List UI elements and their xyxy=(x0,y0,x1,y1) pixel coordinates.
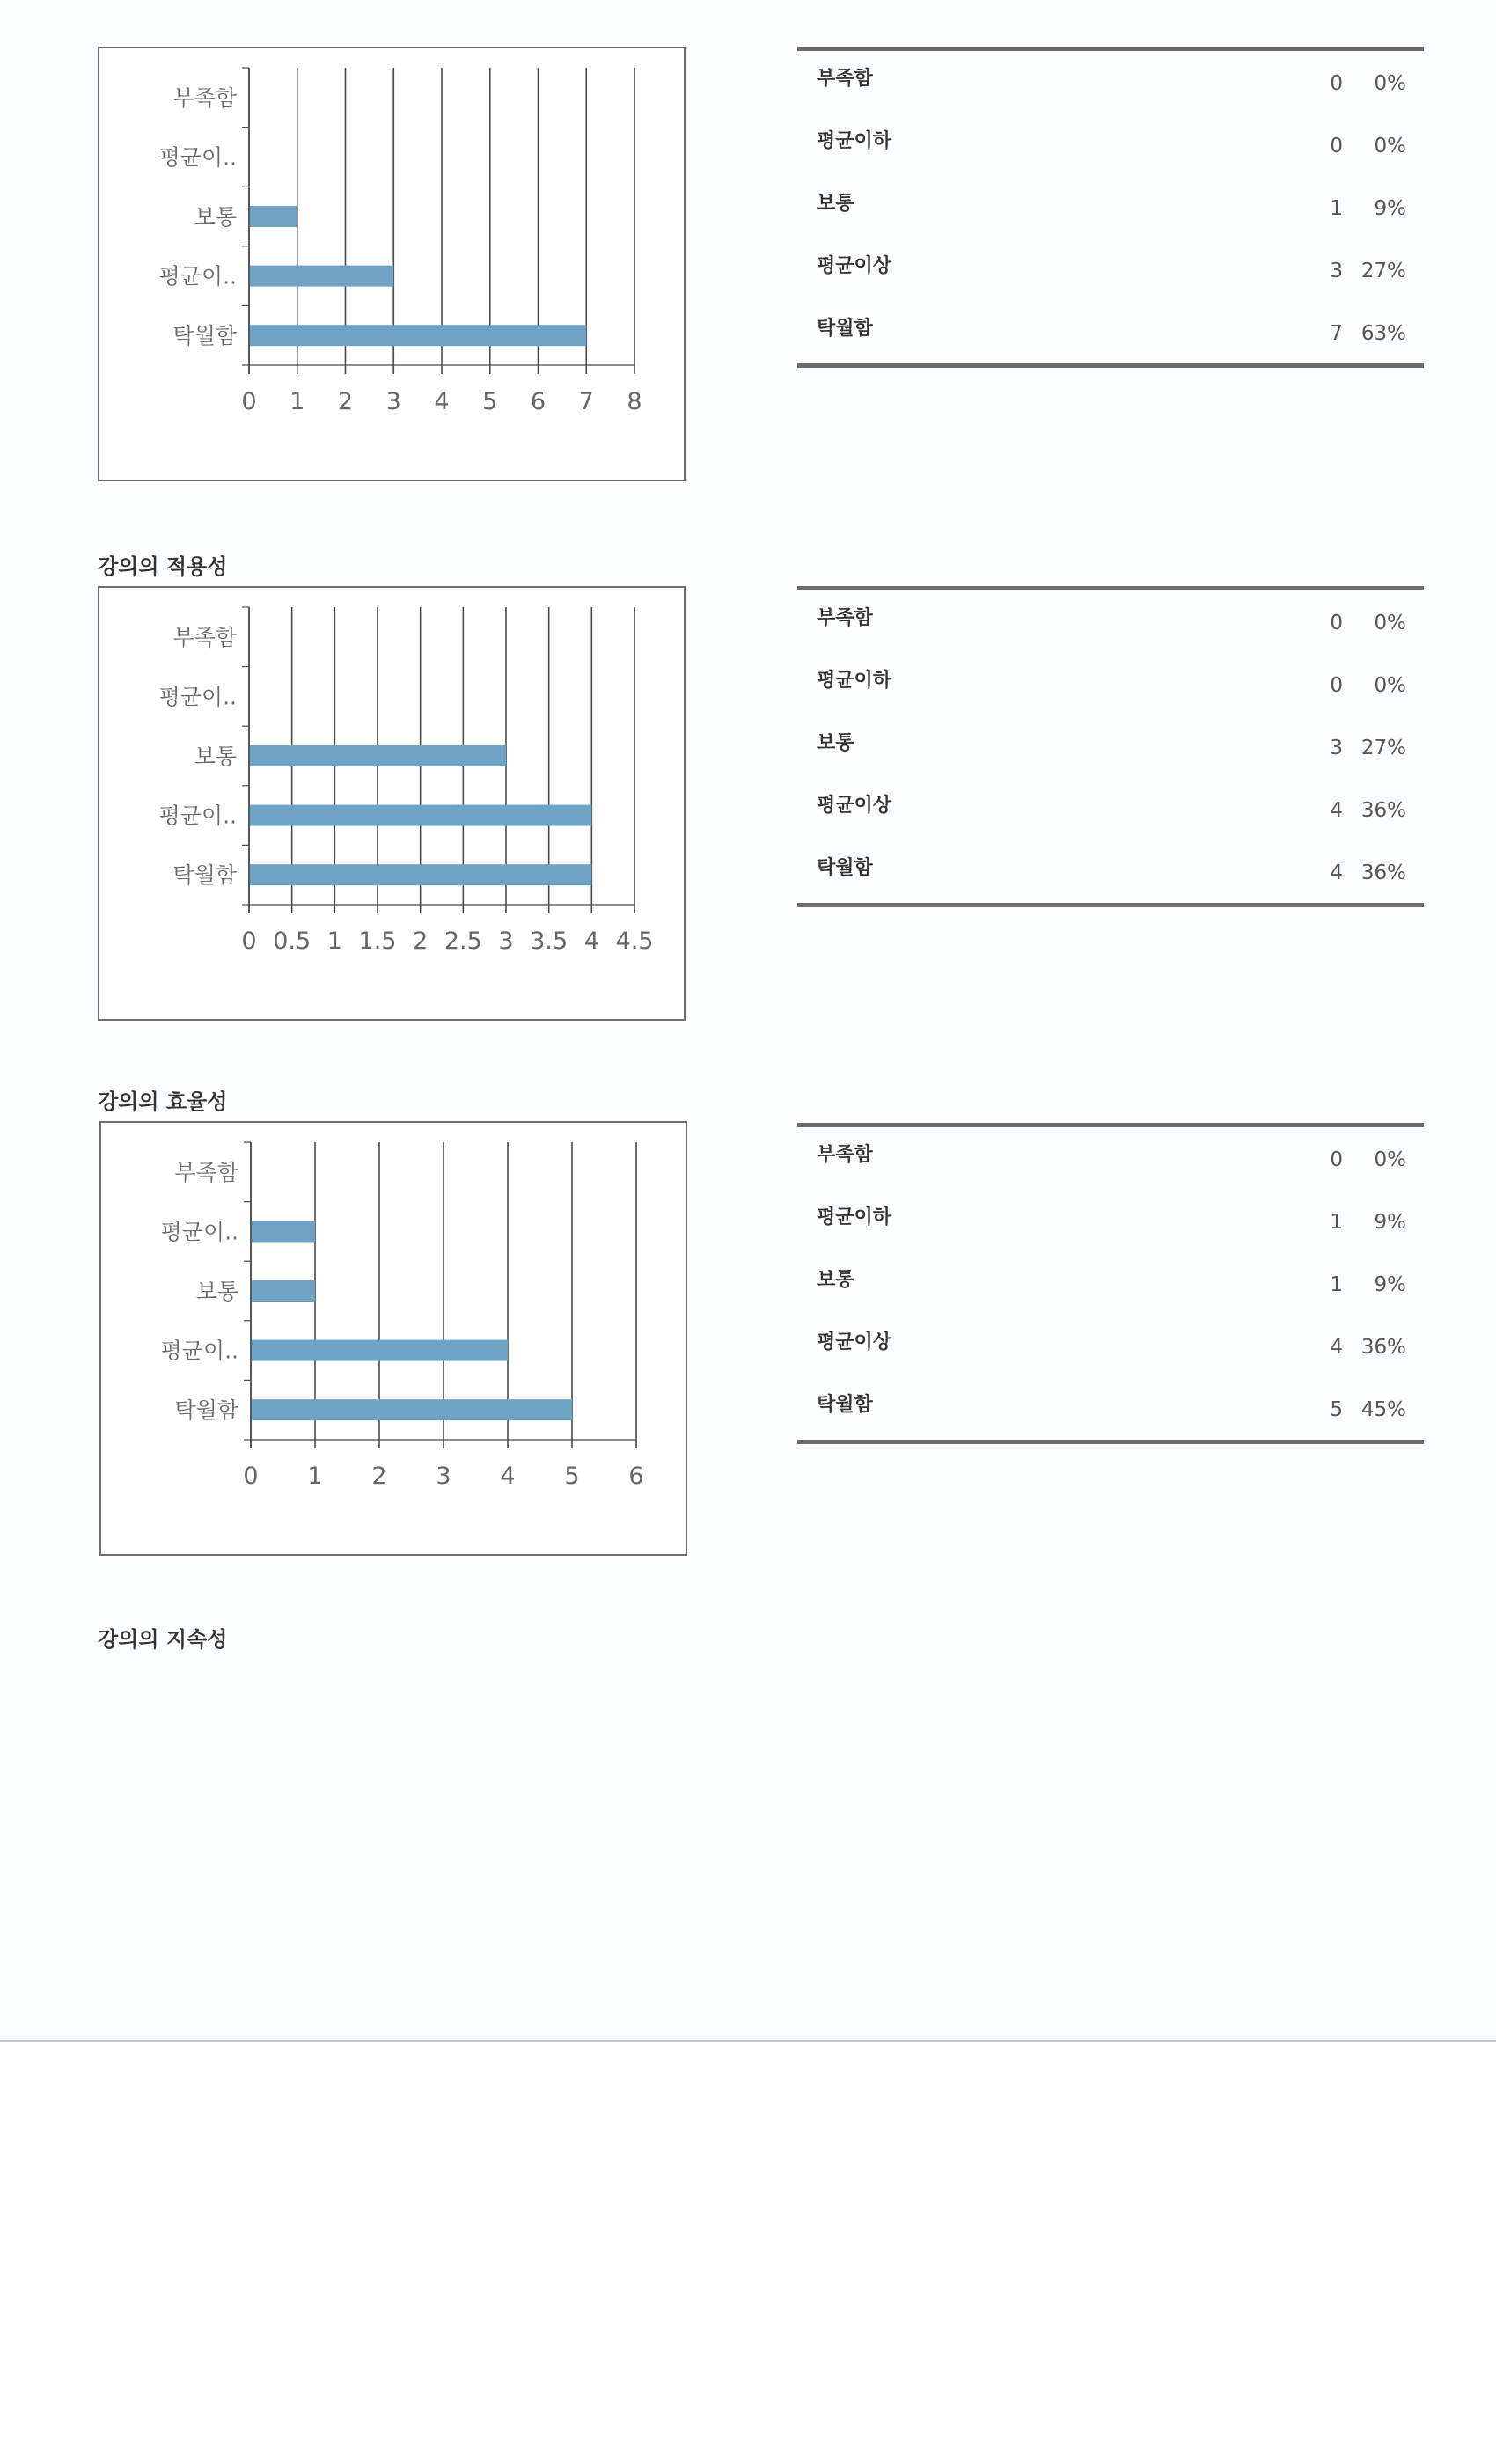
category-label: 보통 xyxy=(194,744,237,769)
tick-label: 2 xyxy=(413,928,429,955)
table-row xyxy=(797,840,1424,903)
row-percent: 0% xyxy=(1374,135,1406,158)
tick-label: 7 xyxy=(578,388,594,415)
table-row xyxy=(797,1377,1424,1440)
section-title: 강의의 지속성 xyxy=(98,1627,228,1652)
bar xyxy=(251,1221,315,1242)
category-label: 탁월함 xyxy=(174,1397,238,1424)
row-count: 7 xyxy=(1330,322,1343,345)
row-label: 평균이하 xyxy=(817,130,892,152)
row-label: 탁월함 xyxy=(817,318,873,340)
table-row xyxy=(797,114,1424,176)
row-count: 4 xyxy=(1330,1336,1343,1359)
table-row xyxy=(797,1315,1424,1377)
chart-1 xyxy=(98,47,686,481)
bar xyxy=(251,1340,508,1361)
category-label: 평균이.. xyxy=(158,684,237,710)
category-label: 평균이.. xyxy=(158,144,237,171)
row-label: 부족함 xyxy=(817,607,873,629)
row-count: 0 xyxy=(1330,135,1343,158)
row-count: 1 xyxy=(1330,197,1343,220)
category-label: 탁월함 xyxy=(172,862,237,889)
table-row xyxy=(797,238,1424,301)
bar xyxy=(249,325,586,346)
tick-label: 3 xyxy=(436,1463,451,1490)
row-label: 평균이하 xyxy=(817,670,892,692)
section-title: 강의의 효율성 xyxy=(98,1089,228,1114)
table-row xyxy=(797,51,1424,114)
row-percent: 45% xyxy=(1360,1398,1406,1421)
row-count: 1 xyxy=(1330,1211,1343,1234)
category-label: 보통 xyxy=(194,204,237,230)
row-count: 4 xyxy=(1330,799,1343,822)
chart-1-plot xyxy=(99,48,687,483)
row-percent: 0% xyxy=(1374,612,1406,634)
category-label: 탁월함 xyxy=(172,323,237,349)
row-label: 탁월함 xyxy=(817,857,873,879)
row-percent: 0% xyxy=(1374,674,1406,697)
table-3 xyxy=(797,1123,1424,1444)
tick-label: 2.5 xyxy=(444,928,482,955)
table-row xyxy=(797,715,1424,778)
table-row xyxy=(797,778,1424,840)
tick-label: 0.5 xyxy=(273,928,312,955)
bar xyxy=(249,266,393,287)
chart-2 xyxy=(98,586,686,1021)
tick-label: 2 xyxy=(337,388,354,415)
tick-label: 3.5 xyxy=(530,928,568,955)
table-2 xyxy=(797,586,1424,907)
tick-label: 6 xyxy=(530,388,546,415)
category-label: 평균이.. xyxy=(160,1219,238,1245)
row-label: 평균이하 xyxy=(817,1206,892,1228)
tick-label: 1 xyxy=(307,1463,323,1490)
row-percent: 27% xyxy=(1360,737,1406,759)
row-percent: 36% xyxy=(1360,799,1406,822)
table-row xyxy=(797,1190,1424,1252)
category-label: 부족함 xyxy=(174,1159,238,1185)
row-label: 평균이상 xyxy=(817,255,892,277)
tick-label: 8 xyxy=(627,388,642,415)
row-label: 보통 xyxy=(817,1269,854,1291)
chart-3 xyxy=(99,1121,687,1556)
category-label: 부족함 xyxy=(172,84,237,111)
row-label: 탁월함 xyxy=(817,1394,873,1416)
tick-label: 4.5 xyxy=(615,928,654,955)
tick-label: 4 xyxy=(583,928,599,955)
tick-label: 4 xyxy=(500,1463,516,1490)
table-row xyxy=(797,653,1424,715)
category-label: 보통 xyxy=(195,1279,238,1304)
tick-label: 0 xyxy=(243,1463,259,1490)
row-count: 1 xyxy=(1330,1273,1343,1296)
row-count: 3 xyxy=(1330,737,1343,759)
chart-2-plot xyxy=(99,588,687,1023)
tick-label: 5 xyxy=(482,388,498,415)
bar xyxy=(251,1399,572,1420)
row-label: 보통 xyxy=(817,732,854,754)
bar xyxy=(249,745,506,766)
row-percent: 0% xyxy=(1374,1148,1406,1171)
table-row xyxy=(797,301,1424,363)
tick-label: 5 xyxy=(564,1463,580,1490)
bar xyxy=(249,206,297,227)
table-1 xyxy=(797,47,1424,368)
row-label: 보통 xyxy=(817,193,854,215)
bar xyxy=(249,805,591,826)
row-count: 3 xyxy=(1330,260,1343,282)
tick-label: 2 xyxy=(371,1463,387,1490)
bar xyxy=(249,864,591,885)
section-title: 강의의 적용성 xyxy=(98,554,228,579)
row-percent: 0% xyxy=(1374,72,1406,95)
table-row xyxy=(797,1127,1424,1190)
tick-label: 0 xyxy=(241,928,257,955)
row-count: 0 xyxy=(1330,674,1343,697)
row-percent: 27% xyxy=(1360,260,1406,282)
category-label: 부족함 xyxy=(172,624,237,650)
category-label: 평균이.. xyxy=(160,1338,238,1364)
tick-label: 1.5 xyxy=(358,928,397,955)
chart-3-plot xyxy=(101,1123,689,1558)
tick-label: 0 xyxy=(241,388,257,415)
category-label: 평균이.. xyxy=(158,803,237,829)
tick-label: 4 xyxy=(434,388,450,415)
table-row xyxy=(797,590,1424,653)
category-label: 평균이.. xyxy=(158,263,237,290)
row-percent: 63% xyxy=(1360,322,1406,345)
row-label: 평균이상 xyxy=(817,795,892,817)
row-percent: 9% xyxy=(1374,1273,1406,1296)
table-row xyxy=(797,1252,1424,1315)
row-percent: 9% xyxy=(1374,197,1406,220)
row-label: 부족함 xyxy=(817,68,873,90)
bar xyxy=(251,1280,315,1302)
row-label: 부족함 xyxy=(817,1144,873,1166)
tick-label: 1 xyxy=(326,928,342,955)
row-percent: 9% xyxy=(1374,1211,1406,1234)
tick-label: 3 xyxy=(385,388,401,415)
tick-label: 3 xyxy=(498,928,514,955)
row-percent: 36% xyxy=(1360,1336,1406,1359)
tick-label: 1 xyxy=(290,388,305,415)
row-label: 평균이상 xyxy=(817,1331,892,1353)
row-count: 0 xyxy=(1330,612,1343,634)
row-count: 4 xyxy=(1330,862,1343,884)
row-percent: 36% xyxy=(1360,862,1406,884)
table-row xyxy=(797,176,1424,238)
tick-label: 6 xyxy=(628,1463,644,1490)
row-count: 5 xyxy=(1330,1398,1343,1421)
row-count: 0 xyxy=(1330,72,1343,95)
row-count: 0 xyxy=(1330,1148,1343,1171)
